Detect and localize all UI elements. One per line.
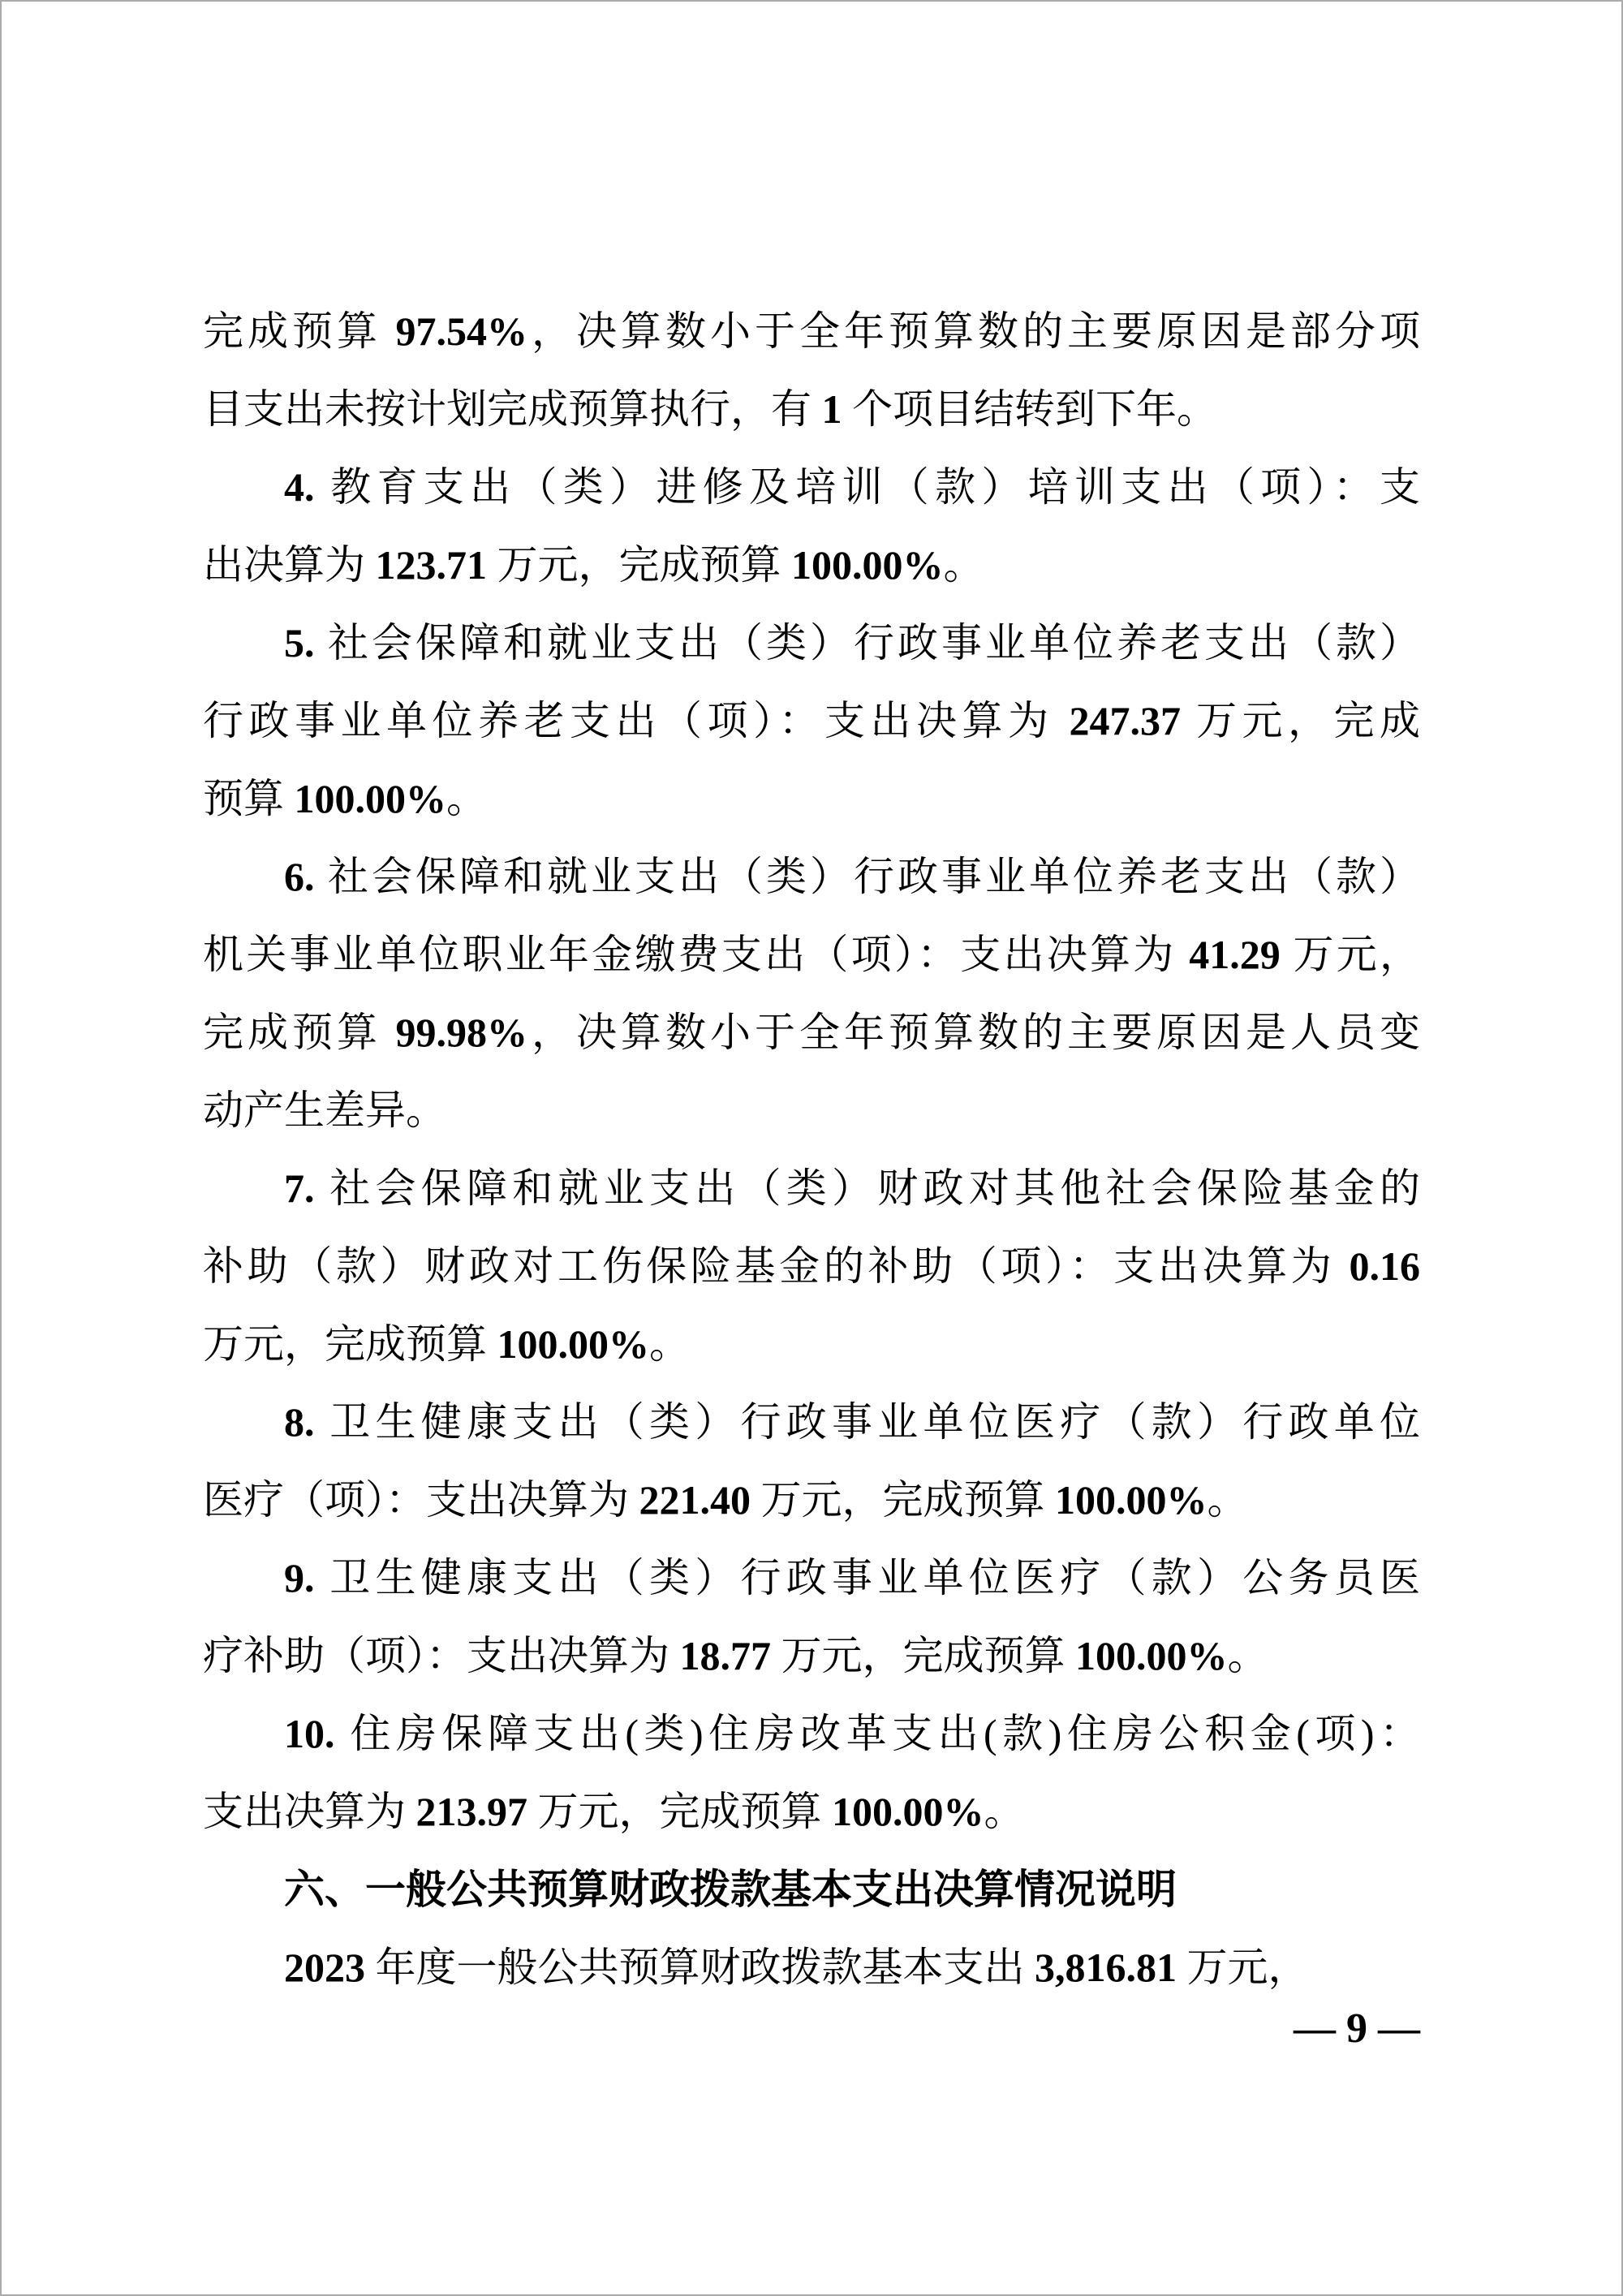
text-line: [203, 1383, 1420, 1461]
text-run: 教育支出（类）进修及培训（款）培训支出（项）：支: [314, 464, 1420, 510]
text-line: [203, 1773, 1420, 1850]
bold-text-run: 123.71: [375, 542, 487, 588]
text-line: [203, 1928, 1420, 2006]
text-run: 万元，完成预算: [771, 1633, 1075, 1678]
text-run: 医疗（项）：支出决算为: [203, 1477, 639, 1523]
text-run: 个项目结转到下年。: [842, 386, 1217, 432]
text-run: 。: [446, 776, 487, 821]
bold-text-run: 100.00%: [832, 1789, 984, 1834]
text-run: 住房保障支出(类)住房改革支出(款)住房公积金(项)：: [334, 1711, 1420, 1756]
text-run: 万元，完成预算: [527, 1789, 832, 1834]
text-run: 社会保障和就业支出（类）行政事业单位养老支出（款）: [314, 854, 1420, 899]
text-run: 万元，: [1280, 932, 1421, 977]
text-run: 行政事业单位养老支出（项）：支出决算为: [203, 698, 1070, 743]
bold-text-run: 100.00%: [1055, 1477, 1208, 1523]
section-heading: [203, 1850, 1420, 1928]
text-run: 疗补助（项）：支出决算为: [203, 1633, 680, 1678]
text-run: 卫生健康支出（类）行政事业单位医疗（款）行政单位: [314, 1399, 1420, 1445]
document-body: [203, 292, 1420, 2006]
bold-text-run: 100.00%: [791, 542, 944, 588]
text-line: [203, 1461, 1420, 1539]
text-line: [203, 838, 1420, 915]
text-run: 补助（款）财政对工伤保险基金的补助（项）：支出决算为: [203, 1243, 1350, 1289]
text-run: 万元，完成预算: [751, 1477, 1055, 1523]
bold-text-run: 0.16: [1349, 1243, 1420, 1289]
text-run: 预算: [203, 776, 295, 821]
text-line: [203, 448, 1420, 526]
bold-text-run: 18.77: [679, 1633, 771, 1678]
text-run: 卫生健康支出（类）行政事业单位医疗（款）公务员医: [314, 1555, 1420, 1600]
text-line: [203, 1617, 1420, 1695]
text-run: 动产生差异。: [203, 1088, 446, 1133]
text-line: [203, 993, 1420, 1071]
text-line: [203, 915, 1420, 993]
bold-text-run: 9.: [284, 1555, 315, 1600]
bold-text-run: 4.: [284, 464, 315, 510]
text-run: 。: [1207, 1477, 1248, 1523]
text-line: [203, 1071, 1420, 1149]
text-line: [203, 760, 1420, 838]
bold-text-run: 1: [821, 386, 842, 432]
text-run: 万元，: [1177, 1945, 1309, 1990]
bold-text-run: 8.: [284, 1399, 315, 1445]
text-run: ，决算数小于全年预算数的主要原因是部分项: [527, 308, 1420, 354]
text-run: 完成预算: [203, 1010, 396, 1055]
text-run: 万元，完成: [1181, 698, 1420, 743]
text-run: 。: [984, 1789, 1025, 1834]
text-run: 出决算为: [203, 542, 376, 588]
bold-text-run: 97.54%: [395, 308, 527, 354]
bold-text-run: 221.40: [639, 1477, 751, 1523]
text-run: 。: [649, 1321, 690, 1367]
bold-text-run: 5.: [284, 620, 315, 666]
bold-text-run: 2023: [284, 1945, 365, 1990]
bold-text-run: 7.: [284, 1165, 315, 1211]
bold-text-run: 247.37: [1069, 698, 1181, 743]
text-run: 万元，完成预算: [487, 542, 791, 588]
bold-text-run: 100.00%: [497, 1321, 649, 1367]
text-run: 支出决算为: [203, 1789, 416, 1834]
bold-text-run: 213.97: [415, 1789, 527, 1834]
bold-text-run: 100.00%: [1075, 1633, 1228, 1678]
text-line: [203, 1227, 1420, 1305]
text-run: 机关事业单位职业年金缴费支出（项）：支出决算为: [203, 932, 1190, 977]
text-line: [203, 292, 1420, 370]
bold-text-run: 10.: [284, 1711, 335, 1756]
text-run: 目支出未按计划完成预算执行，有: [203, 386, 822, 432]
text-line: [203, 682, 1420, 760]
text-run: 年度一般公共预算财政拨款基本支出: [365, 1945, 1035, 1990]
text-run: 完成预算: [203, 308, 396, 354]
text-run: 社会保障和就业支出（类）行政事业单位养老支出（款）: [314, 620, 1420, 666]
text-line: [203, 526, 1420, 604]
bold-text-run: 3,816.81: [1035, 1945, 1177, 1990]
text-run: 社会保障和就业支出（类）财政对其他社会保险基金的: [314, 1165, 1420, 1211]
text-line: [203, 1539, 1420, 1617]
page-number: — 9 —: [1294, 2005, 1420, 2052]
text-run: 。: [1227, 1633, 1268, 1678]
text-run: 。: [943, 542, 984, 588]
text-line: [203, 1149, 1420, 1227]
bold-text-run: 100.00%: [294, 776, 446, 821]
bold-text-run: 41.29: [1189, 932, 1281, 977]
text-line: [203, 370, 1420, 448]
text-line: [203, 604, 1420, 682]
bold-text-run: 99.98%: [395, 1010, 527, 1055]
text-run: ，决算数小于全年预算数的主要原因是人员变: [527, 1010, 1420, 1055]
text-run: 万元，完成预算: [203, 1321, 497, 1367]
text-line: [203, 1695, 1420, 1773]
text-line: [203, 1305, 1420, 1383]
bold-text-run: 6.: [284, 854, 315, 899]
bold-text-run: 六、一般公共预算财政拨款基本支出决算情况说明: [284, 1867, 1177, 1912]
